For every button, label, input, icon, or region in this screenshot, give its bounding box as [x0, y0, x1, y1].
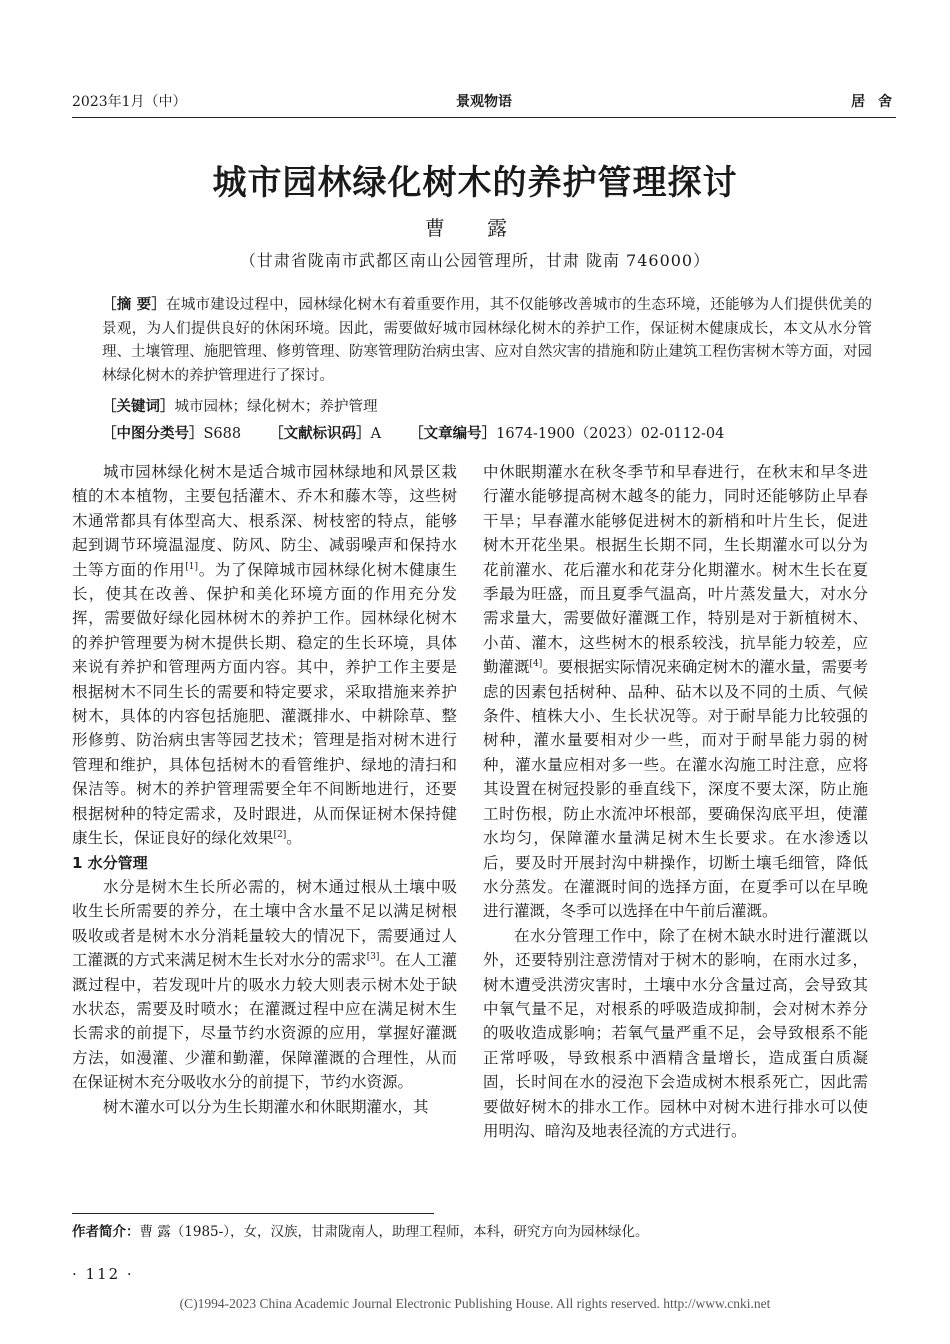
body-paragraph [483, 460, 868, 924]
copyright-notice: (C)1994-2023 China Academic Journal Electronic Publishing House. All rights reserved. http://www.cnki.net [179, 1296, 771, 1311]
body-paragraph: 树木灌水可以分为生长期灌水和休眠期灌水，其 [103, 1097, 429, 1116]
running-header [72, 92, 896, 116]
journal-section: 景观物语 [456, 94, 512, 110]
clc-label: ［中图分类号］ [102, 426, 204, 442]
body-text: 水分是树木生长所必需的，树木通过根从土壤中吸收生长所需要的养分，在土壤中含水量不足以满足树根吸收或者是树木水分消耗量较大的情况下，需要通过人工灌溉的方式来满足树木生长对水分的需求 [72, 877, 457, 970]
footnote-label: 作者简介： [72, 1224, 140, 1240]
section-heading: 1 水分管理 [72, 853, 148, 872]
body-paragraph [72, 460, 457, 851]
citation: [1] [185, 561, 199, 572]
body-text: 。为了保障城市园林绿化树木健康生长，使其在改善、保护和美化环境方面的作用充分发挥，需要做好绿化园林树木的养护工作。园林绿化树木的养护管理要为树木提供长期、稳定的生长环境，具体来说有养护和管理两方面内容。其中，养护工作主要是根据树木不同生长的需要和特定要求，采取措施来养护树木，具体的内容包括施肥、灌溉排水、中耕除草、整形修剪、防治病虫害等园艺技术；管理是指对树木进行管理和维护，具体包括树木的看管维护、绿地的清扫和保洁等。树木的养护管理需要全年不间断地进行，还要根据树种的特定需求，及时跟进，从而保证树木保持健康生长，保证良好的绿化效果 [72, 560, 457, 848]
doc-code-value: A [370, 426, 382, 442]
abstract-label: ［摘 要］ [102, 297, 167, 313]
body-text: 城市园林绿化树木是适合城市园林绿地和风景区栽植的木本植物，主要包括灌木、乔木和藤木等，这些树木通常都具有体型高大、根系深、树枝密的特点，能够起到调节环境温湿度、防风、防尘、减弱噪声和保持水土等方面的作用 [72, 463, 457, 579]
body-column-left [72, 460, 457, 1119]
citation: [3] [366, 951, 380, 962]
body-column-right [483, 460, 868, 1143]
body-text: 。要根据实际情况来确定树木的灌水量，需要考虑的因素包括树种、品种、砧木以及不同的土质、气候条件、植株大小、生长状况等。对于耐旱能力比较强的树种，灌水量要相对少一些，而对于耐旱能力弱的树种，灌水量应相对多一些。在灌水沟施工时注意，应将其设置在树冠投影的垂直线下，深度不要太深，防止施工时伤根，防止水流冲坏根部，要确保沟底平坦，使灌水均匀，保障灌水量满足树木生长要求。在水渗透以后，要及时开展封沟中耕操作，切断土壤毛细管，降低水分蒸发。在灌溉时间的选择方面，在夏季可以在早晚进行灌溉，冬季可以选择在中午前后灌溉。 [483, 658, 868, 921]
keywords [102, 396, 872, 420]
clc-value: S688 [203, 426, 242, 442]
body-paragraph [72, 875, 457, 1095]
footnote-rule [72, 1213, 434, 1214]
author-footnote [72, 1222, 896, 1242]
article-id-value: 1674-1900（2023）02-0112-04 [496, 426, 725, 442]
body-text: 。在人工灌溉过程中，若发现叶片的吸水力较大则表示树木处于缺水状态，需要及时喷水；在灌溉过程中应在满足树木生长需求的前提下，尽量节约水资源的应用，掌握好灌溉方法，如漫灌、少灌和勤灌，保障灌溉的合理性，从而在保证树木充分吸收水分的前提下，节约水资源。 [72, 951, 457, 1092]
article-id-label: ［文章编号］ [409, 426, 497, 442]
author-affiliation: （甘肃省陇南市武都区南山公园管理所，甘肃 陇南 746000） [239, 251, 711, 270]
page-number: · 112 · [72, 1265, 134, 1283]
article-title: 城市园林绿化树木的养护管理探讨 [212, 163, 738, 203]
issue-date: 2023年1月（中） [72, 94, 187, 110]
keywords-text: 城市园林；绿化树木；养护管理 [174, 399, 378, 415]
journal-name: 居 舍 [851, 94, 896, 110]
abstract [102, 294, 872, 388]
citation: [4] [529, 659, 543, 670]
citation: [2] [273, 829, 287, 840]
author-name: 曹 露 [424, 216, 526, 240]
body-text: 中休眠期灌水在秋冬季节和早春进行，在秋末和早冬进行灌水能够提高树木越冬的能力，同时还能够防止早春干旱；早春灌水能够促进树木的新梢和叶片生长，促进树木开花坐果。根据生长期不同，生长期灌水可以分为花前灌水、花后灌水和花芽分化期灌水。树木生长在夏季最为旺盛，而且夏季气温高，叶片蒸发量大，对水分需求量大，需要做好灌溉工作，特别是对于新植树木、小苗、灌木，这些树木的根系较浅，抗旱能力较差，应勤灌溉 [483, 463, 868, 677]
abstract-text: 在城市建设过程中，园林绿化树木有着重要作用，其不仅能够改善城市的生态环境，还能够为人们提供优美的景观，为人们提供良好的休闲环境。因此，需要做好城市园林绿化树木的养护工作，保证树木健康成长，本文从水分管理、土壤管理、施肥管理、修剪管理、防寒管理防治病虫害、应对自然灾害的措施和防止建筑工程伤害树木等方面，对园林绿化树木的养护管理进行了探讨。 [102, 297, 872, 384]
footnote-text: 曹 露（1985-），女，汉族，甘肃陇南人，助理工程师，本科，研究方向为园林绿化。 [139, 1224, 649, 1240]
doc-code-label: ［文献标识码］ [269, 426, 371, 442]
body-paragraph: 在水分管理工作中，除了在树木缺水时进行灌溉以外，还要特别注意涝情对于树木的影响，在雨水过多，树木遭受洪涝灾害时，土壤中水分含量过高，会导致其中氧气量不足，对根系的呼吸造成抑制，会对树木养分的吸收造成影响；若氧气量严重不足，会导致根系不能正常呼吸，导致根系中酒精含量增长，造成蛋白质凝固，长时间在水的浸泡下会造成树木根系死亡，因此需要做好树木的排水工作。园林中对树木进行排水可以使用明沟、暗沟及地表径流的方式进行。 [483, 926, 868, 1140]
body-text: 。 [286, 829, 302, 848]
keywords-label: ［关键词］ [102, 399, 175, 415]
header-rule [72, 117, 896, 118]
classification-line [102, 423, 872, 447]
